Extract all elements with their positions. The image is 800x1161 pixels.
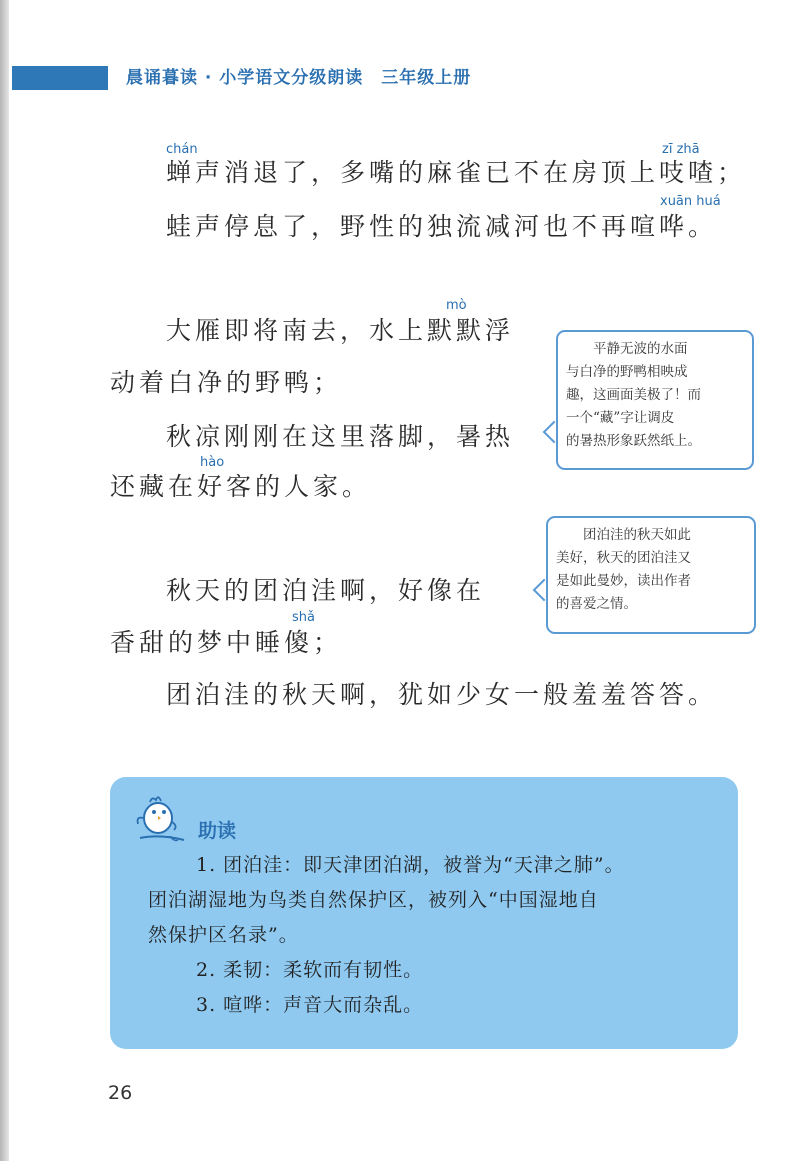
page-number: 26	[108, 1082, 133, 1104]
pinyin-xuanhua: xuān huá	[660, 194, 721, 209]
note-line: 美好，秋天的团泊洼又	[556, 550, 691, 566]
poem-line: 蛙声停息了，野性的独流减河也不再喧哗。	[166, 212, 718, 241]
poem-line: 秋凉刚刚在这里落脚，暑热	[166, 422, 515, 451]
reading-aid-line: 2. 柔韧：柔软而有韧性。	[196, 959, 424, 981]
book-series-title: 晨诵暮读 · 小学语文分级朗读 三年级上册	[126, 68, 472, 88]
note-line: 趣，这画面美极了！而	[566, 387, 701, 403]
annotation-note	[546, 516, 756, 634]
note-line: 一个“藏”字让调皮	[566, 410, 675, 426]
note-line: 的喜爱之情。	[556, 596, 637, 612]
note-line: 团泊洼的秋天如此	[583, 527, 691, 543]
reading-aid-line: 3. 喧哗：声音大而杂乱。	[196, 994, 424, 1016]
reading-aid-line: 团泊湖湿地为鸟类自然保护区，被列入“中国湿地自	[148, 889, 599, 911]
note-line: 平静无波的水面	[593, 341, 688, 357]
pinyin-hao: hào	[200, 455, 225, 470]
reading-aid-line: 然保护区名录”。	[148, 924, 299, 946]
note-line: 与白净的野鸭相映成	[566, 364, 688, 380]
poem-line: 动着白净的野鸭；	[110, 368, 343, 397]
poem-line: 还藏在好客的人家。	[110, 472, 372, 501]
poem-line: 香甜的梦中睡傻；	[110, 628, 343, 657]
pinyin-sha: shǎ	[292, 610, 315, 625]
pinyin-chan: chán	[166, 142, 198, 157]
note-line: 的暑热形象跃然纸上。	[566, 433, 701, 449]
header-accent-bar	[12, 66, 108, 90]
poem-line: 蝉声消退了，多嘴的麻雀已不在房顶上吱喳；	[166, 158, 747, 187]
poem-line: 秋天的团泊洼啊，好像在	[166, 576, 486, 605]
poem-line: 团泊洼的秋天啊，犹如少女一般羞羞答答。	[166, 680, 718, 709]
bird-icon	[134, 790, 192, 846]
page-binding-edge	[0, 0, 9, 1161]
reading-aid-title: 助读	[198, 820, 237, 842]
note-line: 是如此曼妙，读出作者	[556, 573, 691, 589]
pinyin-mo: mò	[446, 298, 467, 313]
poem-line: 大雁即将南去，水上默默浮	[166, 316, 515, 345]
reading-aid-line: 1. 团泊洼：即天津团泊湖，被誉为“天津之肺”。	[196, 854, 625, 876]
pinyin-zizha: zī zhā	[662, 142, 700, 157]
annotation-note	[556, 330, 754, 470]
